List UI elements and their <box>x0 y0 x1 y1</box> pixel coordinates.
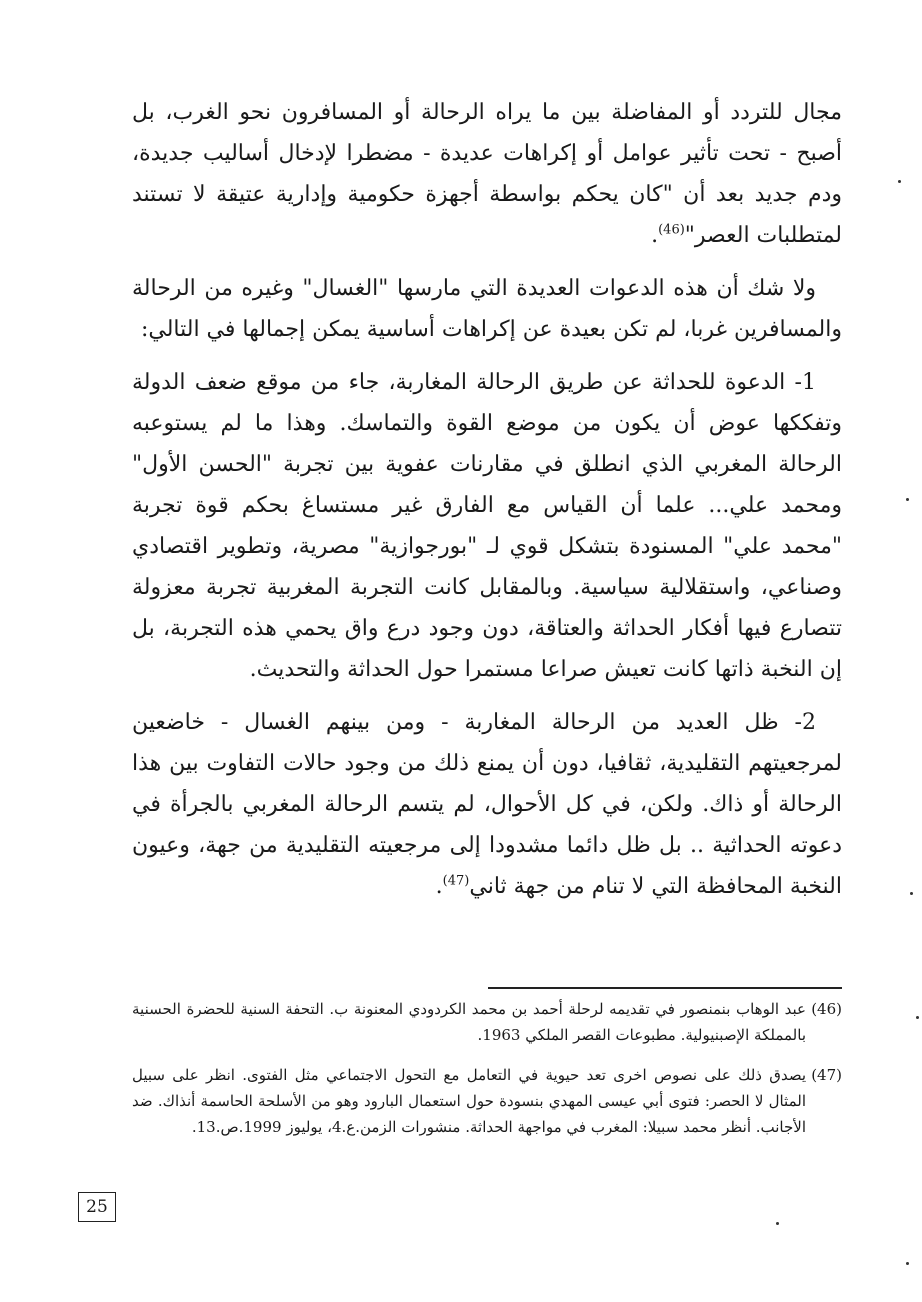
paragraph-1 <box>132 92 842 256</box>
scan-speck <box>916 1016 919 1019</box>
scan-speck <box>898 180 901 183</box>
footnote-text: يصدق ذلك على نصوص اخرى تعد حيوية في التعامل مع التحول الاجتماعي مثل الفتوى. انظر على سبيل المثال لا الحصر: فتوى أبي عيسى المهدي بنسودة حول استعمال البارود وهو من الأسلحة الحاسمة أنذاك. ضد الأجانب. أنظر محمد سبيلا: المغرب في مواجهة الحداثة. منشورات الزمن.ع.4، يوليوز 1999.ص.13. <box>132 1066 806 1136</box>
paragraph-4-text: 2- ظل العديد من الرحالة المغاربة - ومن بينهم الغسال - خاضعين لمرجعيتهم التقليدية، ثقافيا، دون أن يمنع ذلك من وجود حالات التفاوت بين هذا الرحالة أو ذاك. ولكن، في كل الأحوال، لم يتسم الرحالة المغربي بالجرأة في دعوته الحداثية .. بل ظل دائما مشدودا إلى مرجعيته التقليدية من جهة، وعيون النخبة المحافظة التي لا تنام من جهة ثاني <box>132 710 842 899</box>
footnotes <box>132 996 842 1154</box>
paragraph-2 <box>132 268 842 350</box>
body-text <box>132 92 842 919</box>
footnote-number: (47) <box>811 1066 842 1084</box>
paragraph-2-text: ولا شك أن هذه الدعوات العديدة التي مارسها "الغسال" وغيره من الرحالة والمسافرين غربا، لم تكن بعيدة عن إكراهات أساسية يمكن إجمالها في التالي: <box>132 276 842 342</box>
footnote-46 <box>132 996 842 1048</box>
paragraph-1-tail: . <box>651 223 659 248</box>
footnote-separator <box>488 987 842 989</box>
footnote-47 <box>132 1062 842 1140</box>
footnote-number: (46) <box>811 1000 842 1018</box>
paragraph-3-text: 1- الدعوة للحداثة عن طريق الرحالة المغاربة، جاء من موقع ضعف الدولة وتفككها عوض أن يكون من موضع القوة والتماسك. وهذا ما لم يستوعبه الرحالة المغربي الذي انطلق في مقارنات عفوية بين تجربة "الحسن الأول" ومحمد علي... علما أن القياس مع الفارق غير مستساغ بحكم قوة تجربة "محمد علي" المسنودة بتشكل قوي لـ "بورجوازية" مصرية، وتطوير اقتصادي وصناعي، واستقلالية سياسية. وبالمقابل كانت التجربة المغربية تجربة معزولة تتصارع فيها أفكار الحداثة والعتاقة، دون وجود درع واق يحمي هذه التجربة، بل إن النخبة ذاتها كانت تعيش صراعا مستمرا حول الحداثة والتحديث. <box>132 370 842 682</box>
paragraph-4 <box>132 702 842 907</box>
scan-speck <box>776 1222 779 1225</box>
paragraph-4-tail: . <box>435 874 443 899</box>
paragraph-1-text: مجال للتردد أو المفاضلة بين ما يراه الرحالة أو المسافرون نحو الغرب، بل أصبح - تحت تأثير عوامل أو إكراهات عديدة - مضطرا لإدخال أساليب جديدة، ودم جديد بعد أن "كان يحكم بواسطة أجهزة حكومية وإدارية عتيقة لا تستند لمتطلبات العصر" <box>132 100 842 248</box>
scan-speck <box>910 892 913 895</box>
footnote-ref-46: (46) <box>658 222 685 238</box>
page-number: 25 <box>86 1197 108 1217</box>
paragraph-3 <box>132 362 842 690</box>
footnote-text: عبد الوهاب بنمنصور في تقديمه لرحلة أحمد بن محمد الكردودي المعنونة ب. التحفة السنية للحضرة الحسنية بالمملكة الإصبنيولية. مطبوعات القصر الملكي 1963. <box>132 1000 806 1044</box>
page-number-box <box>78 1192 116 1222</box>
footnote-ref-47: (47) <box>442 873 470 889</box>
scan-speck <box>906 498 909 501</box>
scan-speck <box>906 1262 909 1265</box>
